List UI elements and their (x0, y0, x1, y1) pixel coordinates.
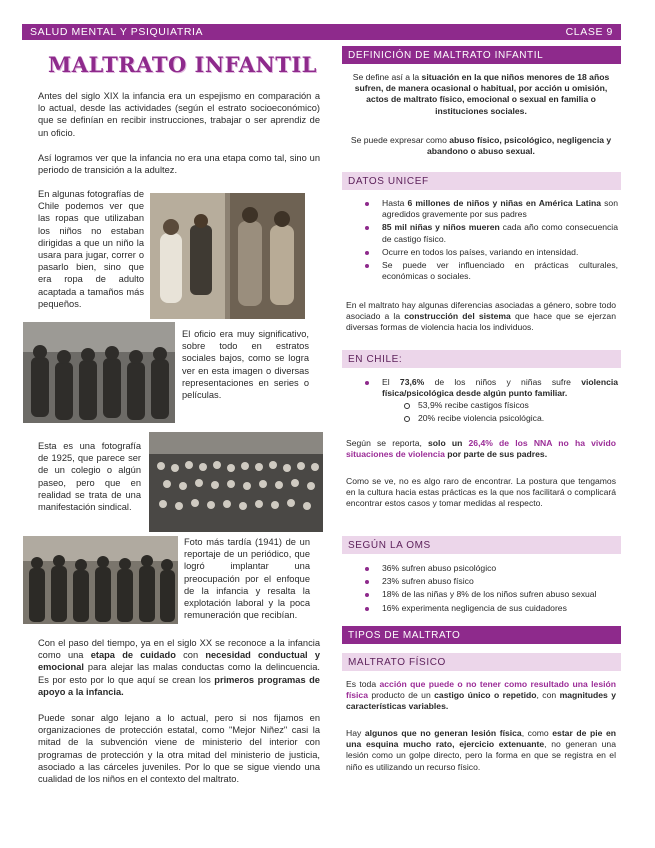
list-item: Se puede ver influenciado en prácticas culturales, económicas o sociales. (360, 260, 618, 282)
photo4-caption: Foto más tardía (1941) de un reportaje de un periódico, que logró implantar una preocupación por el enfoque de la infancia y resalta la explotación laboral y la poca remuneración que recibían. (184, 537, 310, 621)
types-header: TIPOS DE MALTRATO (342, 626, 621, 644)
photo-children-portrait (150, 193, 305, 319)
photo-1941-workers (23, 536, 178, 624)
definition-expression: Se puede expresar como abuso físico, psicológico, negligencia y abandono o abuso sexual. (350, 135, 612, 157)
photo-1925-crowd (149, 432, 323, 532)
list-item: 16% experimenta negligencia de sus cuidadores (360, 603, 618, 614)
list-item: El 73,6% de los niños y niñas sufre violencia física/psicológica desde algún punto familiar. 53,9% recibe castigos físicos 20% recibe violencia psicológica. (360, 377, 618, 424)
mejor-ninez-paragraph: Puede sonar algo lejano a lo actual, pero si nos fijamos en organizaciones de protección estatal, como "Mejor Niñez" casi la mitad de la subvención viene de ministerio del interior con programas de protección y la otra mitad del ministerio de justicia, asociado a las cárceles juveniles. Por lo que se sigue viendo una cualidad de los niños en el contexto del maltrato. (38, 713, 320, 785)
photo2-caption: El oficio era muy significativo, sobre todo en estratos sociales bajos, como se logra ver en esta imagen o diversas representaciones en series o películas. (182, 329, 309, 401)
list-item: Ocurre en todos los países, variando en intensidad. (360, 247, 618, 258)
oms-list (360, 563, 618, 616)
chile-header: EN CHILE: (342, 350, 621, 368)
culture-paragraph: Como se ve, no es algo raro de encontrar. La postura que tengamos en la cultura hacia estas prácticas es la que nos facilitará o complicará encontrar estos casos y tomar medidas al respecto. (346, 476, 616, 509)
gender-paragraph: En el maltrato hay algunas diferencias asociadas a género, sobre todo asociado a la construcción del sistema que hace que se ejerzan diversas formas de violencia hacia los individuos. (346, 300, 616, 333)
physical-abuse-header: MALTRATO FÍSICO (342, 653, 621, 671)
list-item: 85 mil niñas y niños mueren cada año como consecuencia de castigo físico. (360, 222, 618, 244)
list-item: 18% de las niñas y 8% de los niños sufren abuso sexual (360, 589, 618, 600)
oms-header: SEGÚN LA OMS (342, 536, 621, 554)
chile-list (360, 377, 618, 426)
photo-child-workers (23, 322, 175, 423)
photo1-caption: En algunas fotografías de Chile podemos ver que las ropas que utilizaban los niños no estaban dirigidas a que un niño la usara para jugar, correr o pasarlo bien, sino que era ropa de adulto acaptada a tamaños más pequeños. (38, 189, 144, 309)
non-injury-paragraph: Hay algunos que no generan lesión física, como estar de pie en una esquina mucho rato, ejercicio extenuante, no generan una lesión como un golpe directo, pero la forma en que se registra en el niño es utilizando un recurso físico. (346, 728, 617, 772)
photo3-caption: Esta es una fotografía de 1925, que parece ser de un colegio o algún paseo, pero que en realidad se trata de una manifestación sindical. (38, 441, 141, 513)
transition-paragraph: Así logramos ver que la infancia no era una etapa como tal, sino un periodo de transición a la adultez. (38, 153, 320, 176)
list-item: Hasta 6 millones de niños y niñas en América Latina son agredidos gravemente por sus padres (360, 198, 618, 220)
definition-header: DEFINICIÓN DE MALTRATO INFANTIL (342, 46, 621, 64)
unicef-list (360, 198, 618, 284)
header-bar (22, 24, 621, 40)
intro-paragraph: Antes del siglo XIX la infancia era un espejismo en comparación a lo actual, desde las actividades (según el estrato socioeconómico) que se definían en recibir instrucciones, trabajar o ser aprendiz de un oficio. (38, 91, 320, 138)
twentieth-century-paragraph: Con el paso del tiempo, ya en el siglo XX se reconoce a la infancia como una etapa de cuidado con necesidad conductual y emocional para alejar las malas conductas como la delincuencia. Es por esto por lo que aquí se crean los primeros programas de apoyo a la infancia. (38, 638, 320, 697)
course-name: SALUD MENTAL Y PSIQUIATRIA (30, 26, 204, 38)
page-title: MALTRATO INFANTIL (48, 52, 317, 77)
list-item: 36% sufren abuso psicológico (360, 563, 618, 574)
sub-list-item: 20% recibe violencia psicológica. (382, 413, 618, 424)
unicef-header: DATOS UNICEF (342, 172, 621, 190)
physical-abuse-definition: Es toda acción que puede o no tener como resultado una lesión física producto de un castigo único o repetido, con magnitudes y características variables. (346, 679, 617, 712)
list-item: 23% sufren abuso físico (360, 576, 618, 587)
class-label: CLASE 9 (565, 26, 613, 38)
sub-list-item: 53,9% recibe castigos físicos (382, 400, 618, 411)
definition-text: Se define así a la situación en la que niños menores de 18 años sufren, de manera ocasional o habitual, por acción u omisión, actos de maltrato físico, emocional o sexual en familia o instituciones sociales. (352, 72, 610, 116)
chile-report-paragraph: Según se reporta, solo un 26,4% de los NNA no ha vivido situaciones de violencia por parte de sus padres. (346, 438, 616, 460)
